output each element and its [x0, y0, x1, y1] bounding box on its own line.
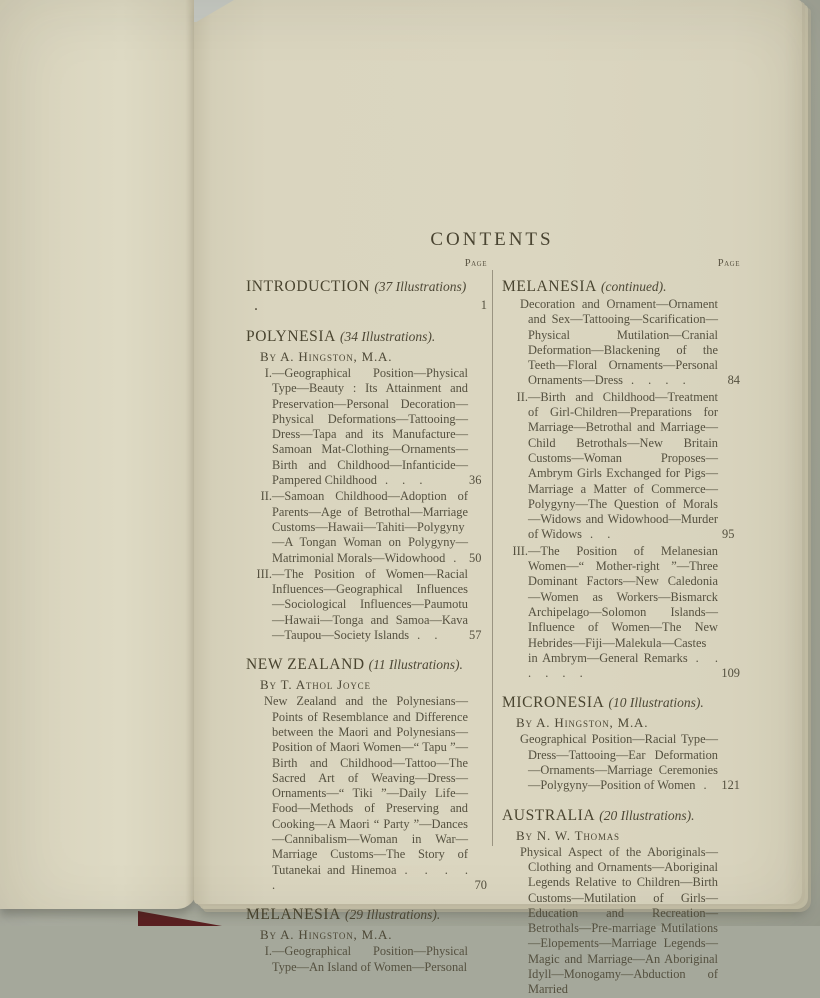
dot-leader: .: [254, 297, 258, 314]
toc-entry: III.—The Position of Women—Racial Influences—Geographical Influences—Sociological Influences—Paumotu—Hawaii—Tonga and Samoa—Kava—Taupou—Society Islands . . 57: [246, 567, 468, 643]
entry-text: Physical Aspect of the Aboriginals—Clothing and Ornaments—Aboriginal Legends Relative to Children—Birth Customs—Mutilation of Girls—Education and Recreation—Betrothals—Pre-marriage Mutilations—Elopements—Marriage Legends—Magic and Marriage—An Aboriginal Idyll—Monogamy—Abduction of Married: [520, 844, 718, 997]
dot-leader: . .: [417, 628, 438, 643]
section-suffix: (20 Illustrations).: [599, 807, 695, 823]
entry-page-number: 121: [721, 778, 740, 793]
section-heading: INTRODUCTION: [246, 278, 371, 295]
section-heading-line: [246, 327, 468, 346]
section-suffix: (10 Illustrations).: [608, 695, 704, 711]
toc-entry: I.—Geographical Position—Physical Type—Beauty : Its Attainment and Preservation—Personal Decoration—Physical Deformations—Tattooing—Dress—Tapa and its Manufacture—Samoan Mat-Clothing—Ornaments—Birth and Childhood—Infanticide—Pampered Childhood . . . 36: [246, 366, 468, 488]
section-heading: MELANESIA: [502, 278, 597, 295]
toc-entry: [502, 845, 718, 998]
section-byline: By A. Hingston, M.A.: [516, 715, 649, 731]
toc-entry: [502, 543, 740, 682]
section-heading: POLYNESIA: [246, 328, 336, 345]
section-byline: By N. W. Thomas: [516, 827, 620, 843]
entry-text: Geographical Position—Racial Type—Dress—Tattooing—Ear Deformation—Ornaments—Marriage Ceremonies—Polygyny—Position of Women: [520, 732, 718, 793]
toc-entry: II.—Birth and Childhood—Treatment of Girl-Children—Preparations for Marriage—Betrothal and Marriage—Child Betrothals—New Britain Customs—Woman Proposes—Ambrym Girls Exchanged for Pigs—Marriage a Matter of Commerce—Polygyny—The Question of Morals—Widows and Widowhood—Murder of Widows . . 95: [502, 390, 718, 543]
toc-entry: II.—Samoan Childhood—Adoption of Parents—Age of Betrothal—Marriage Customs—Hawaii—Tahiti—Polygyny—A Tongan Woman on Polygyny—Matrimonial Morals—Widowhood . 50: [246, 489, 468, 565]
dot-leader: . . . . .: [272, 862, 469, 892]
dot-leader: . . . .: [630, 373, 686, 388]
dot-leader: . . . . . .: [528, 650, 718, 681]
section-heading: NEW ZEALAND: [246, 656, 365, 674]
entry-page-number: 1: [480, 298, 487, 312]
toc-entry: [502, 732, 740, 793]
entry-text: —Geographical Position—Physical Type—An Island of Women—Personal: [272, 944, 468, 974]
left-column: [246, 258, 487, 975]
dot-leader: . .: [590, 527, 611, 542]
entry-text: —The Position of Melanesian Women—“ Mother-right ”—Three Dominant Factors—New Caledonia—Women as Workers—Bismarck Archipelago—Solomon Islands—Influence of Women—The New Hebrides—Fiji—Malekula—Castes in Ambrym—General Remarks: [528, 543, 718, 665]
page-title: CONTENTS: [430, 229, 554, 250]
section-suffix: (11 Illustrations).: [368, 657, 463, 673]
entry-label: III.: [256, 566, 272, 581]
entry-label: II.: [260, 489, 272, 504]
toc-entry: [246, 944, 468, 975]
entry-label: I.: [264, 366, 272, 380]
dot-leader: . . .: [384, 473, 423, 488]
entry-text: —Samoan Childhood—Adoption of Parents—Age of Betrothal—Marriage Customs—Hawaii—Tahiti—Polygyny—A Tongan Woman on Polygyny—Matrimonial Morals—Widowhood: [272, 489, 468, 565]
section-heading: MELANESIA: [246, 906, 341, 924]
entry-page-number: 84: [727, 373, 740, 388]
column-divider: [492, 270, 493, 846]
section-heading: MICRONESIA: [502, 694, 605, 712]
section-byline: By A. Hingston, M.A.: [260, 927, 393, 943]
entry-text: —The Position of Women—Racial Influences—Geographical Influences—Sociological Influences—Paumotu—Hawaii—Tonga and Samoa—Kava—Taupou—Society Islands: [272, 566, 468, 643]
entry-label: I.: [264, 944, 272, 959]
dot-leader: .: [453, 550, 457, 565]
toc-entry: [502, 297, 740, 389]
intro-entry: [246, 277, 487, 315]
section-suffix: (29 Illustrations).: [344, 907, 441, 923]
section-heading-line: [502, 693, 718, 712]
entry-text: —Geographical Position—Physical Type—Beauty : Its Attainment and Preservation—Personal Decoration—Physical Deformations—Tattooing—Dress—Tapa and its Manufacture—Samoan Mat-Clothing—Ornaments—Birth and Childhood—Infanticide—Pampered Childhood: [272, 366, 468, 488]
section-byline: By T. Athol Joyce: [260, 677, 371, 693]
section-suffix: (34 Illustrations).: [339, 329, 436, 344]
entry-text: New Zealand and the Polynesians—Points of Resemblance and Difference between the Maori and Polynesians—Position of Maori Women—“ Tapu ”—Birth and Childhood—Tattoo—The Sacred Art of Weaving—Dress—Ornaments—“ Tiki ”—Daily Life—Food—Methods of Preserving and Cooking—A Maori “ Party ”—Dances—Cannibalism—Woman in War—Marriage Customs—The Story of Tutanekai and Hinemoa: [264, 694, 468, 877]
entry-page-number: 109: [721, 666, 740, 681]
section-heading-line: [246, 655, 468, 674]
section-heading-line: [502, 277, 718, 296]
toc-entry: [246, 694, 487, 893]
section-heading-line: [502, 806, 718, 825]
page-column-label: Page: [717, 258, 740, 269]
section-byline: By A. Hingston, M.A.: [260, 349, 393, 364]
entry-text: Decoration and Ornament—Ornament and Sex—Tattooing—Scarification—Physical Mutilation—Cranial Deformation—Blackening of the Teeth—Floral Ornaments—Personal Ornaments—Dress: [520, 297, 718, 388]
section-heading: AUSTRALIA: [502, 806, 596, 824]
entry-label: II.: [516, 389, 528, 404]
entry-label: III.: [512, 543, 528, 558]
page-column-label: Page: [464, 258, 487, 269]
right-column: [502, 258, 740, 998]
section-suffix: (continued).: [600, 279, 667, 294]
section-suffix: (37 Illustrations): [374, 279, 467, 294]
dot-leader: .: [703, 778, 707, 793]
entry-text: —Birth and Childhood—Treatment of Girl-Children—Preparations for Marriage—Betrothal and Marriage—Child Betrothals—New Britain Customs—Woman Proposes—Ambrym Girls Exchanged for Pigs—Marriage a Matter of Commerce—Polygyny—The Question of Morals—Widows and Widowhood—Murder of Widows: [528, 389, 718, 542]
entry-page-number: 70: [474, 877, 487, 892]
section-heading-line: [246, 905, 468, 924]
